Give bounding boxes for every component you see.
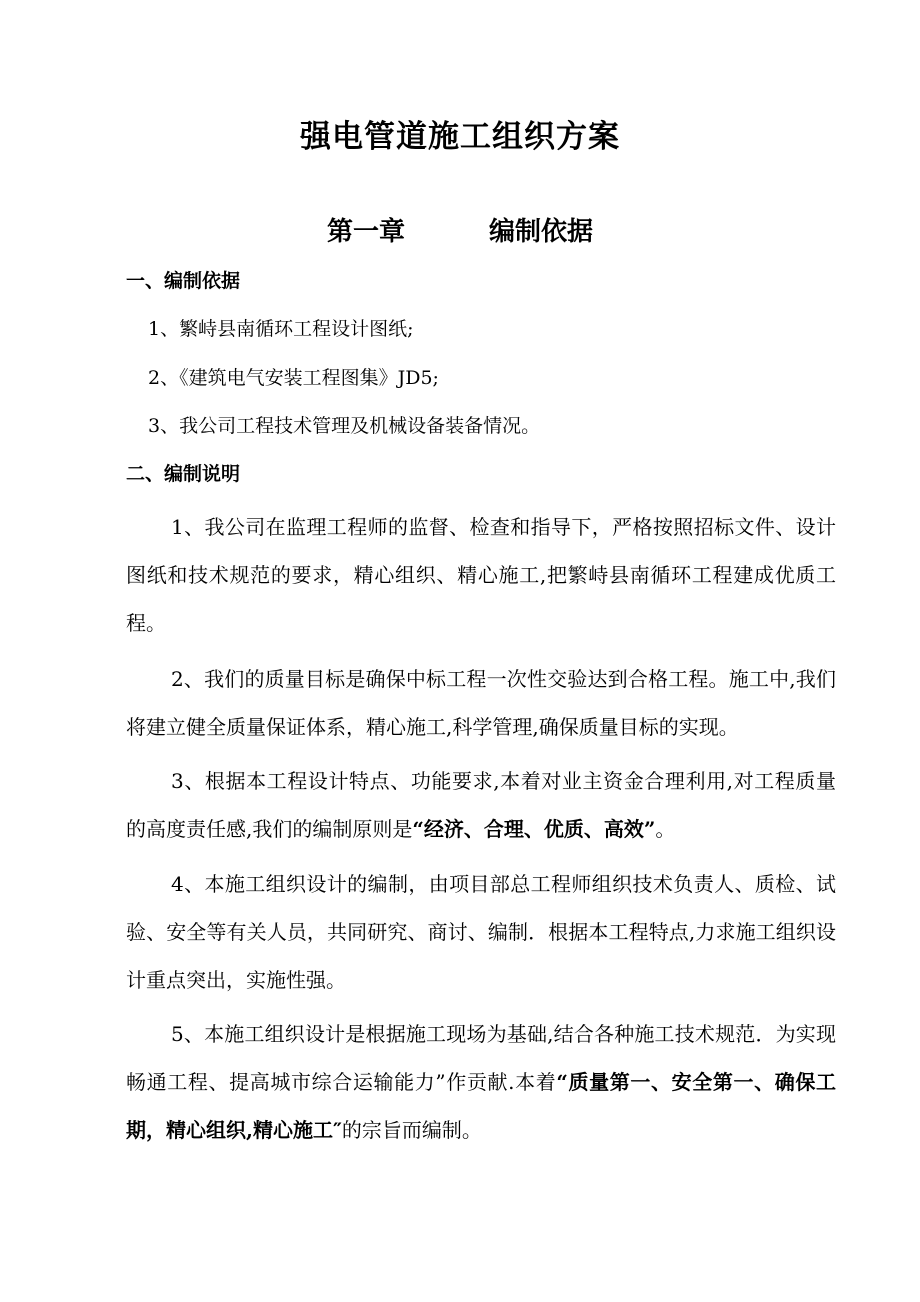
chapter-heading xyxy=(0,210,920,254)
paragraph-5 xyxy=(126,1010,836,1154)
basis-item-1: 1、繁峙县南循环工程设计图纸; xyxy=(148,318,414,340)
section-heading-explanation: 二、编制说明 xyxy=(126,463,241,485)
paragraph-4: 4、本施工组织设计的编制，由项目部总工程师组织技术负责人、质检、试验、安全等有关人员，共同研究、商讨、编制．根据本工程特点,力求施工组织设计重点突出，实施性强。 xyxy=(126,872,836,992)
chapter-name: 编制依据 xyxy=(489,217,594,247)
paragraph-3-text: 3、根据本工程设计特点、功能要求,本着对业主资金合理利用,对工程质量的高度责任感,我们的编制原则是 xyxy=(126,769,836,841)
paragraph-3-principles: “经济、合理、优质、高效” xyxy=(412,817,656,841)
paragraph-5-end: 的宗旨而编制。 xyxy=(341,1118,482,1142)
paragraph-2: 2、我们的质量目标是确保中标工程一次性交验达到合格工程。施工中,我们将建立健全质量保证体系，精心施工,科学管理,确保质量目标的实现。 xyxy=(126,667,836,739)
chapter-number: 第一章 xyxy=(326,217,405,247)
paragraph-3 xyxy=(126,757,836,853)
paragraph-3-end: 。 xyxy=(655,817,676,841)
paragraph-1: 1、我公司在监理工程师的监督、检查和指导下，严格按照招标文件、设计图纸和技术规范的要求，精心组织、精心施工,把繁峙县南循环工程建成优质工程。 xyxy=(126,515,836,635)
basis-item-2: 2、《建筑电气安装工程图集》JD5; xyxy=(148,367,439,389)
paragraph-5-principles: “质量第一、安全第一、确保工期，精心组织,精心施工″ xyxy=(126,1070,836,1142)
document-title: 强电管道施工组织方案 xyxy=(300,119,620,155)
section-heading-basis: 一、编制依据 xyxy=(126,270,241,292)
paragraph-5-text: 5、本施工组织设计是根据施工现场为基础,结合各种施工技术规范．为实现畅通工程、提高城市综合运输能力”作贡献.本着 xyxy=(126,1022,836,1094)
basis-item-3: 3、我公司工程技术管理及机械设备装备情况。 xyxy=(148,415,541,437)
